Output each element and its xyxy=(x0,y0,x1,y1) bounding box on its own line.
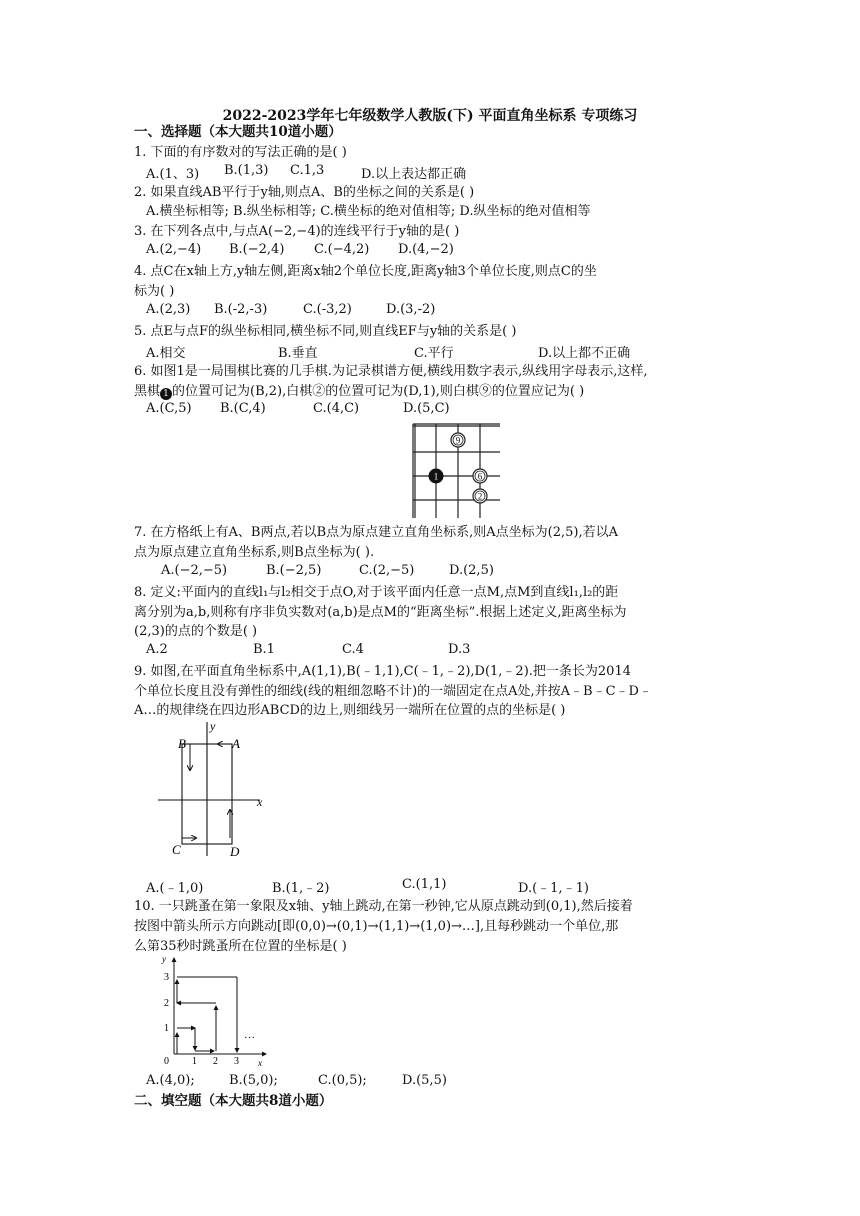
flea-path xyxy=(177,977,237,1054)
q10-stem-line2: 按图中箭头所示方向跳动[即(0,0)→(0,1)→(1,1)→(1,0)→…],且每秒跳动一个单位,那 xyxy=(134,919,619,934)
black-stone-1-icon: 1 xyxy=(160,388,172,400)
q9-option-b: B.(1,﹣2) xyxy=(272,881,330,896)
x-tick-2: 2 xyxy=(213,1056,218,1067)
q6-option-b: B.(C,4) xyxy=(220,401,266,416)
label-c: C xyxy=(172,842,181,857)
q7-stem-line2: 点为原点建立直角坐标系,则B点坐标为( ). xyxy=(134,545,375,560)
q4-stem-line2: 标为( ) xyxy=(134,284,175,299)
q7-option-b: B.(−2,5) xyxy=(266,563,322,578)
q3-option-b: B.(−2,4) xyxy=(229,242,285,257)
q5-option-a: A.相交 xyxy=(146,346,186,361)
q8-option-b: B.1 xyxy=(253,642,275,657)
q6-stem-part-b: 的位置可记为(B,2),白棋②的位置可记为(D,1),则白棋⑨的位置应记为( ) xyxy=(172,384,585,399)
black-stone-1-icon xyxy=(429,469,444,484)
q2-options: A.横坐标相等; B.纵坐标相等; C.横坐标的绝对值相等; D.纵坐标的绝对值相等 xyxy=(146,204,591,219)
q6-option-a: A.(C,5) xyxy=(146,401,192,416)
q8-option-a: A.2 xyxy=(146,642,168,657)
q9-stem-line1: 9. 如图,在平面直角坐标系中,A(1,1),B(﹣1,1),C(﹣1,﹣2),D(1,﹣2).把一条长为2014 xyxy=(134,664,631,679)
q3-stem: 3. 在下列各点中,与点A(−2,−4)的连线平行于y轴的是( ) xyxy=(134,224,460,239)
svg-text:2: 2 xyxy=(477,491,483,502)
q6-stem-part-a: 黑棋 xyxy=(134,384,161,399)
q4-option-a: A.(2,3) xyxy=(146,302,191,317)
q7-option-c: C.(2,−5) xyxy=(359,563,415,578)
q10-option-a: A.(4,0); xyxy=(146,1073,195,1088)
q7-stem-line1: 7. 在方格纸上有A、B两点,若以B点为原点建立直角坐标系,则A点坐标为(2,5),若以A xyxy=(134,525,619,540)
svg-text:1: 1 xyxy=(433,471,439,482)
svg-text:9: 9 xyxy=(455,435,461,446)
q7-option-a: A.(−2,−5) xyxy=(161,563,228,578)
q9-option-a: A.(﹣1,0) xyxy=(146,881,204,896)
q6-option-d: D.(5,C) xyxy=(403,401,450,416)
y-tick-3: 3 xyxy=(164,972,169,983)
q1-option-c: C.1,3 xyxy=(290,163,325,178)
white-stone-6-icon xyxy=(473,469,487,483)
x-tick-1: 1 xyxy=(192,1056,197,1067)
x-tick-3: 3 xyxy=(234,1056,239,1067)
y-tick-1: 1 xyxy=(164,1023,169,1034)
q10-option-d: D.(5,5) xyxy=(402,1073,447,1088)
q6-stem-line1: 6. 如图1是一局围棋比赛的几手棋.为记录棋谱方便,横线用数字表示,纵线用字母表示,这样, xyxy=(134,364,648,379)
q4-stem-line1: 4. 点C在x轴上方,y轴左侧,距离x轴2个单位长度,距离y轴3个单位长度,则点C的坐 xyxy=(134,264,597,279)
q5-option-d: D.以上都不正确 xyxy=(538,346,631,361)
q10-option-b: B.(5,0); xyxy=(229,1073,278,1088)
q4-option-d: D.(3,-2) xyxy=(386,302,436,317)
section-heading-choice: 一、选择题（本大题共10道小题） xyxy=(134,124,342,140)
q7-option-d: D.(2,5) xyxy=(449,563,494,578)
q9-figure xyxy=(150,718,280,858)
q9-option-c: C.(1,1) xyxy=(402,877,447,892)
origin-label: 0 xyxy=(164,1056,169,1067)
y-tick-2: 2 xyxy=(164,998,169,1009)
q4-option-b: B.(-2,-3) xyxy=(214,302,268,317)
q3-option-c: C.(−4,2) xyxy=(314,242,370,257)
q3-option-a: A.(2,−4) xyxy=(146,242,202,257)
label-y: y xyxy=(162,954,166,964)
q9-stem-line3: A…的规律绕在四边形ABCD的边上,则细线另一端所在位置的点的坐标是( ) xyxy=(134,703,566,718)
go-board-figure xyxy=(410,420,500,518)
continuation-dots: … xyxy=(244,1029,255,1041)
white-stone-9-icon xyxy=(451,433,465,447)
label-y: y xyxy=(210,719,216,733)
q10-figure xyxy=(158,952,270,1068)
q9-stem-line2: 个单位长度且没有弹性的细线(线的粗细忽略不计)的一端固定在点A处,并按A﹣B﹣C﹣D﹣ xyxy=(134,684,652,699)
q9-option-d: D.(﹣1,﹣1) xyxy=(518,881,589,896)
white-stone-2-icon xyxy=(473,489,487,503)
label-x: x xyxy=(258,1058,262,1068)
q4-option-c: C.(-3,2) xyxy=(303,302,352,317)
q10-stem-line1: 10. 一只跳蚤在第一象限及x轴、y轴上跳动,在第一秒钟,它从原点跳动到(0,1),然后接着 xyxy=(134,899,633,914)
q10-stem-line3: 么第35秒时跳蚤所在位置的坐标是( ) xyxy=(134,939,347,954)
q8-stem-line2: 离分别为a,b,则称有序非负实数对(a,b)是点M的“距离坐标”.根据上述定义,距离坐标为 xyxy=(134,605,627,620)
label-b: B xyxy=(178,736,186,751)
q5-stem: 5. 点E与点F的纵坐标相同,横坐标不同,则直线EF与y轴的关系是( ) xyxy=(134,324,517,339)
page-title: 2022-2023学年七年级数学人教版(下) 平面直角坐标系 专项练习 xyxy=(222,108,638,124)
q1-option-d: D.以上表达都正确 xyxy=(361,167,467,182)
q6-option-c: C.(4,C) xyxy=(313,401,360,416)
q10-option-c: C.(0,5); xyxy=(318,1073,367,1088)
q3-option-d: D.(4,−2) xyxy=(398,242,454,257)
q5-option-b: B.垂直 xyxy=(278,346,318,361)
q8-stem-line3: (2,3)的点的个数是( ) xyxy=(134,624,258,639)
q1-option-b: B.(1,3) xyxy=(224,163,269,178)
q5-option-c: C.平行 xyxy=(414,346,454,361)
q1-stem: 1. 下面的有序数对的写法正确的是( ) xyxy=(134,145,347,160)
label-d: D xyxy=(230,844,240,858)
q8-option-c: C.4 xyxy=(342,642,364,657)
label-x: x xyxy=(257,795,263,809)
q8-option-d: D.3 xyxy=(448,642,471,657)
label-a: A xyxy=(232,736,240,751)
section-heading-fill-in: 二、填空题（本大题共8道小题） xyxy=(134,1093,333,1109)
q8-stem-line1: 8. 定义:平面内的直线l₁与l₂相交于点O,对于该平面内任意一点M,点M到直线l₁,l₂的距 xyxy=(134,585,619,600)
q1-option-a: A.(1、3) xyxy=(146,167,200,182)
svg-text:6: 6 xyxy=(477,471,483,482)
q2-stem: 2. 如果直线AB平行于y轴,则点A、B的坐标之间的关系是( ) xyxy=(134,185,475,200)
q6-stem-line2 xyxy=(134,382,584,401)
